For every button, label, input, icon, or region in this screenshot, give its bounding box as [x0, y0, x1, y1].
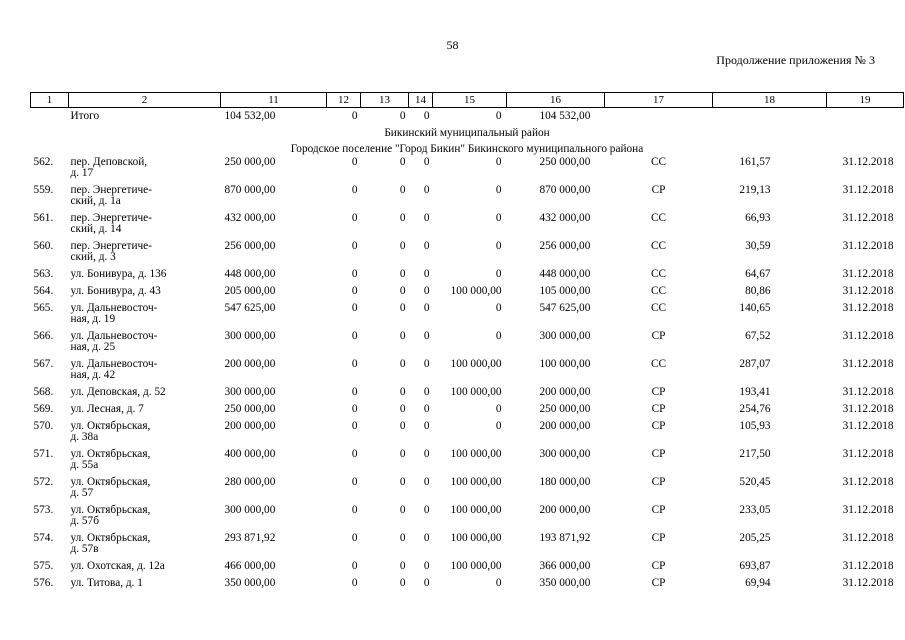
table-row	[31, 303, 904, 331]
row-number: 559.	[33, 184, 54, 196]
cell-c18: 161,57	[739, 156, 771, 168]
cell-c14: 0	[423, 285, 430, 297]
row-number: 561.	[33, 212, 54, 224]
column-header: 13	[361, 93, 409, 108]
cell-c16: 200 000,00	[539, 386, 591, 398]
address-line: ский, д. 1а	[70, 195, 121, 207]
address-line: ский, д. 3	[70, 251, 116, 263]
address-line: пер. Энергетиче-	[70, 212, 152, 224]
cell-c16: 448 000,00	[539, 268, 591, 280]
cell-c15: 0	[495, 268, 502, 280]
address-line: д. 57б	[70, 515, 99, 527]
cell-c15: 100 000,00	[450, 358, 502, 370]
cell-c18: 233,05	[739, 504, 771, 516]
cell-c19: 31.12.2018	[842, 532, 894, 544]
cell-c17: СС	[650, 302, 667, 314]
cell-c17: СР	[651, 577, 666, 589]
address-line: ул. Дальневосточ-	[70, 302, 158, 314]
cell-c16: 300 000,00	[539, 448, 591, 460]
cell-c19: 31.12.2018	[842, 420, 894, 432]
table-row	[31, 359, 904, 387]
column-header: 2	[69, 93, 221, 108]
address-cell	[69, 269, 221, 286]
cell-c17: СС	[650, 156, 667, 168]
address-line: ная, д. 25	[70, 341, 116, 353]
cell-c17: СР	[651, 330, 666, 342]
address-cell	[69, 286, 221, 303]
cell-c14: 0	[423, 302, 430, 314]
cell-c11: 280 000,00	[224, 476, 276, 488]
cell-c18: 30,59	[745, 240, 771, 252]
cell-c19: 31.12.2018	[842, 448, 894, 460]
cell-c18: 693,87	[739, 560, 771, 572]
row-number: 572.	[33, 476, 54, 488]
cell-c13: 0	[399, 577, 406, 589]
cell-c14: 0	[423, 448, 430, 460]
cell-c16: 250 000,00	[539, 403, 591, 415]
address-cell	[69, 404, 221, 421]
address-cell	[69, 505, 221, 533]
cell-c17: СС	[650, 268, 667, 280]
address-line: д. 38а	[70, 431, 99, 443]
address-cell	[69, 578, 221, 595]
cell-c18: 80,86	[745, 285, 771, 297]
cell-c13: 0	[399, 403, 406, 415]
total-c11: 104 532,00	[224, 110, 276, 122]
cell-c15: 0	[495, 156, 502, 168]
cell-c11: 200 000,00	[224, 358, 276, 370]
address-line: ул. Бонивура, д. 136	[70, 268, 167, 280]
cell-c15: 0	[495, 212, 502, 224]
cell-c12: 0	[351, 240, 358, 252]
row-number: 571.	[33, 448, 54, 460]
address-cell	[69, 331, 221, 359]
cell-c17: СС	[650, 240, 667, 252]
address-line: ул. Деповская, д. 52	[70, 386, 166, 398]
address-line: ул. Октябрьская,	[70, 448, 151, 460]
table-row	[31, 157, 904, 185]
cell-c11: 448 000,00	[224, 268, 276, 280]
cell-c16: 870 000,00	[539, 184, 591, 196]
total-c15: 0	[495, 110, 502, 122]
cell-c18: 520,45	[739, 476, 771, 488]
address-line: пер. Деповской,	[70, 156, 148, 168]
row-number: 563.	[33, 268, 54, 280]
address-line: ная, д. 42	[70, 369, 116, 381]
cell-c14: 0	[423, 403, 430, 415]
address-line: ский, д. 14	[70, 223, 122, 235]
cell-c19: 31.12.2018	[842, 476, 894, 488]
cell-c12: 0	[351, 302, 358, 314]
address-line: пер. Энергетиче-	[70, 184, 152, 196]
cell-c16: 180 000,00	[539, 476, 591, 488]
cell-c13: 0	[399, 386, 406, 398]
cell-c19: 31.12.2018	[842, 212, 894, 224]
table-row	[31, 578, 904, 595]
cell-c14: 0	[423, 358, 430, 370]
cell-c18: 69,94	[745, 577, 771, 589]
cell-c18: 66,93	[745, 212, 771, 224]
cell-c16: 105 000,00	[539, 285, 591, 297]
cell-c19: 31.12.2018	[842, 156, 894, 168]
total-c14: 0	[423, 110, 430, 122]
column-header: 19	[827, 93, 904, 108]
table-row	[31, 449, 904, 477]
cell-c16: 100 000,00	[539, 358, 591, 370]
cell-c17: СР	[651, 532, 666, 544]
column-header: 11	[221, 93, 327, 108]
address-line: ул. Октябрьская,	[70, 532, 151, 544]
cell-c17: СР	[651, 504, 666, 516]
cell-c13: 0	[399, 560, 406, 572]
cell-c18: 64,67	[745, 268, 771, 280]
table-row	[31, 241, 904, 269]
cell-c16: 432 000,00	[539, 212, 591, 224]
cell-c17: СР	[651, 386, 666, 398]
row-number: 566.	[33, 330, 54, 342]
cell-c12: 0	[351, 358, 358, 370]
address-line: ул. Титова, д. 1	[70, 577, 143, 589]
cell-c19: 31.12.2018	[842, 240, 894, 252]
continuation-caption: Продолжение приложения № 3	[716, 53, 875, 67]
address-cell	[69, 449, 221, 477]
page-number: 58	[446, 38, 459, 52]
address-line: ул. Охотская, д. 12а	[70, 560, 165, 572]
address-line: ул. Лесная, д. 7	[70, 403, 144, 415]
cell-c19: 31.12.2018	[842, 302, 894, 314]
cell-c12: 0	[351, 285, 358, 297]
cell-c17: СР	[651, 403, 666, 415]
cell-c13: 0	[399, 448, 406, 460]
cell-c19: 31.12.2018	[842, 386, 894, 398]
address-line: д. 55а	[70, 459, 99, 471]
cell-c13: 0	[399, 532, 406, 544]
cell-c17: СС	[650, 285, 667, 297]
column-header: 14	[409, 93, 433, 108]
cell-c19: 31.12.2018	[842, 184, 894, 196]
address-cell	[69, 421, 221, 449]
table-row	[31, 505, 904, 533]
cell-c14: 0	[423, 577, 430, 589]
total-c13: 0	[399, 110, 406, 122]
address-line: ная, д. 19	[70, 313, 116, 325]
cell-c11: 300 000,00	[224, 504, 276, 516]
cell-c17: СР	[651, 476, 666, 488]
cell-c14: 0	[423, 184, 430, 196]
cell-c11: 350 000,00	[224, 577, 276, 589]
cell-c11: 400 000,00	[224, 448, 276, 460]
cell-c12: 0	[351, 504, 358, 516]
column-header-row	[31, 93, 904, 108]
address-line: ул. Дальневосточ-	[70, 330, 158, 342]
cell-c16: 350 000,00	[539, 577, 591, 589]
cell-c18: 193,41	[739, 386, 771, 398]
address-cell	[69, 359, 221, 387]
cell-c17: СС	[650, 212, 667, 224]
cell-c13: 0	[399, 302, 406, 314]
row-number: 562.	[33, 156, 54, 168]
address-cell	[69, 213, 221, 241]
cell-c14: 0	[423, 268, 430, 280]
cell-c18: 219,13	[739, 184, 771, 196]
column-header: 15	[433, 93, 507, 108]
cell-c19: 31.12.2018	[842, 504, 894, 516]
address-line: ул. Октябрьская,	[70, 476, 151, 488]
cell-c12: 0	[351, 212, 358, 224]
table-row	[31, 185, 904, 213]
row-number: 575.	[33, 560, 54, 572]
cell-c11: 870 000,00	[224, 184, 276, 196]
table-row	[31, 533, 904, 561]
table-row	[31, 387, 904, 404]
cell-c15: 100 000,00	[450, 386, 502, 398]
cell-c14: 0	[423, 240, 430, 252]
cell-c14: 0	[423, 420, 430, 432]
address-cell	[69, 185, 221, 213]
cell-c19: 31.12.2018	[842, 577, 894, 589]
cell-c15: 0	[495, 420, 502, 432]
total-row	[31, 111, 904, 125]
address-line: д. 57в	[70, 543, 99, 555]
row-number: 576.	[33, 577, 54, 589]
cell-c11: 205 000,00	[224, 285, 276, 297]
cell-c12: 0	[351, 476, 358, 488]
settlement-heading: Городское поселение "Город Бикин" Бикинского муниципального района	[290, 142, 644, 155]
row-number: 570.	[33, 420, 54, 432]
column-header: 16	[507, 93, 605, 108]
column-header: 12	[327, 93, 361, 108]
cell-c12: 0	[351, 560, 358, 572]
housing-table	[30, 92, 904, 595]
cell-c11: 250 000,00	[224, 403, 276, 415]
cell-c15: 100 000,00	[450, 476, 502, 488]
cell-c16: 193 871,92	[539, 532, 591, 544]
cell-c18: 67,52	[745, 330, 771, 342]
table-row	[31, 331, 904, 359]
cell-c15: 100 000,00	[450, 560, 502, 572]
address-line: пер. Энергетиче-	[70, 240, 152, 252]
cell-c19: 31.12.2018	[842, 403, 894, 415]
address-cell	[69, 477, 221, 505]
table-row	[31, 404, 904, 421]
cell-c14: 0	[423, 386, 430, 398]
cell-c11: 200 000,00	[224, 420, 276, 432]
cell-c17: СР	[651, 560, 666, 572]
cell-c16: 200 000,00	[539, 420, 591, 432]
cell-c11: 466 000,00	[224, 560, 276, 572]
cell-c19: 31.12.2018	[842, 285, 894, 297]
cell-c13: 0	[399, 268, 406, 280]
total-c16: 104 532,00	[539, 110, 591, 122]
cell-c18: 254,76	[739, 403, 771, 415]
row-number: 574.	[33, 532, 54, 544]
total-c12: 0	[351, 110, 358, 122]
cell-c13: 0	[399, 358, 406, 370]
cell-c11: 432 000,00	[224, 212, 276, 224]
cell-c15: 100 000,00	[450, 504, 502, 516]
cell-c12: 0	[351, 268, 358, 280]
cell-c12: 0	[351, 403, 358, 415]
cell-c13: 0	[399, 476, 406, 488]
cell-c15: 0	[495, 240, 502, 252]
table-row	[31, 286, 904, 303]
cell-c17: СС	[650, 358, 667, 370]
column-header: 18	[713, 93, 827, 108]
address-cell	[69, 303, 221, 331]
cell-c14: 0	[423, 532, 430, 544]
cell-c16: 366 000,00	[539, 560, 591, 572]
cell-c14: 0	[423, 476, 430, 488]
cell-c16: 250 000,00	[539, 156, 591, 168]
cell-c11: 300 000,00	[224, 386, 276, 398]
cell-c18: 140,65	[739, 302, 771, 314]
address-line: ул. Дальневосточ-	[70, 358, 158, 370]
cell-c12: 0	[351, 532, 358, 544]
cell-c18: 287,07	[739, 358, 771, 370]
cell-c18: 105,93	[739, 420, 771, 432]
cell-c18: 205,25	[739, 532, 771, 544]
cell-c15: 0	[495, 302, 502, 314]
cell-c19: 31.12.2018	[842, 268, 894, 280]
row-number: 569.	[33, 403, 54, 415]
address-line: ул. Бонивура, д. 43	[70, 285, 161, 297]
cell-c14: 0	[423, 560, 430, 572]
table-row	[31, 269, 904, 286]
cell-c11: 300 000,00	[224, 330, 276, 342]
cell-c12: 0	[351, 184, 358, 196]
address-line: д. 17	[70, 167, 94, 179]
cell-c16: 200 000,00	[539, 504, 591, 516]
cell-c11: 250 000,00	[224, 156, 276, 168]
cell-c13: 0	[399, 504, 406, 516]
cell-c11: 547 625,00	[224, 302, 276, 314]
table-row	[31, 477, 904, 505]
address-cell	[69, 561, 221, 578]
address-line: д. 57	[70, 487, 94, 499]
row-number: 560.	[33, 240, 54, 252]
column-header: 1	[31, 93, 69, 108]
address-cell	[69, 387, 221, 404]
cell-c12: 0	[351, 386, 358, 398]
cell-c15: 0	[495, 184, 502, 196]
row-number: 564.	[33, 285, 54, 297]
settlement-row	[31, 141, 904, 157]
cell-c15: 100 000,00	[450, 285, 502, 297]
cell-c12: 0	[351, 577, 358, 589]
cell-c14: 0	[423, 156, 430, 168]
cell-c15: 0	[495, 577, 502, 589]
table-row	[31, 421, 904, 449]
cell-c13: 0	[399, 212, 406, 224]
cell-c18: 217,50	[739, 448, 771, 460]
cell-c13: 0	[399, 420, 406, 432]
row-number: 565.	[33, 302, 54, 314]
cell-c15: 100 000,00	[450, 532, 502, 544]
row-number: 567.	[33, 358, 54, 370]
table-row	[31, 561, 904, 578]
cell-c12: 0	[351, 420, 358, 432]
table-row	[31, 213, 904, 241]
cell-c15: 0	[495, 403, 502, 415]
cell-c19: 31.12.2018	[842, 560, 894, 572]
cell-c17: СР	[651, 420, 666, 432]
cell-c14: 0	[423, 504, 430, 516]
address-cell	[69, 241, 221, 269]
cell-c14: 0	[423, 212, 430, 224]
cell-c11: 256 000,00	[224, 240, 276, 252]
row-number: 573.	[33, 504, 54, 516]
row-number: 568.	[33, 386, 54, 398]
cell-c17: СР	[651, 184, 666, 196]
cell-c13: 0	[399, 330, 406, 342]
cell-c17: СР	[651, 448, 666, 460]
cell-c16: 256 000,00	[539, 240, 591, 252]
cell-c19: 31.12.2018	[842, 358, 894, 370]
address-cell	[69, 533, 221, 561]
cell-c11: 293 871,92	[224, 532, 276, 544]
column-header: 17	[605, 93, 713, 108]
district-heading: Бикинский муниципальный район	[384, 126, 550, 139]
cell-c13: 0	[399, 156, 406, 168]
total-label: Итого	[70, 110, 100, 122]
cell-c16: 300 000,00	[539, 330, 591, 342]
cell-c13: 0	[399, 184, 406, 196]
cell-c15: 0	[495, 330, 502, 342]
address-line: ул. Октябрьская,	[70, 420, 151, 432]
cell-c12: 0	[351, 156, 358, 168]
cell-c12: 0	[351, 330, 358, 342]
cell-c12: 0	[351, 448, 358, 460]
cell-c14: 0	[423, 330, 430, 342]
address-line: ул. Октябрьская,	[70, 504, 151, 516]
cell-c15: 100 000,00	[450, 448, 502, 460]
address-cell	[69, 157, 221, 185]
cell-c16: 547 625,00	[539, 302, 591, 314]
cell-c19: 31.12.2018	[842, 330, 894, 342]
district-row	[31, 125, 904, 141]
cell-c13: 0	[399, 240, 406, 252]
cell-c13: 0	[399, 285, 406, 297]
